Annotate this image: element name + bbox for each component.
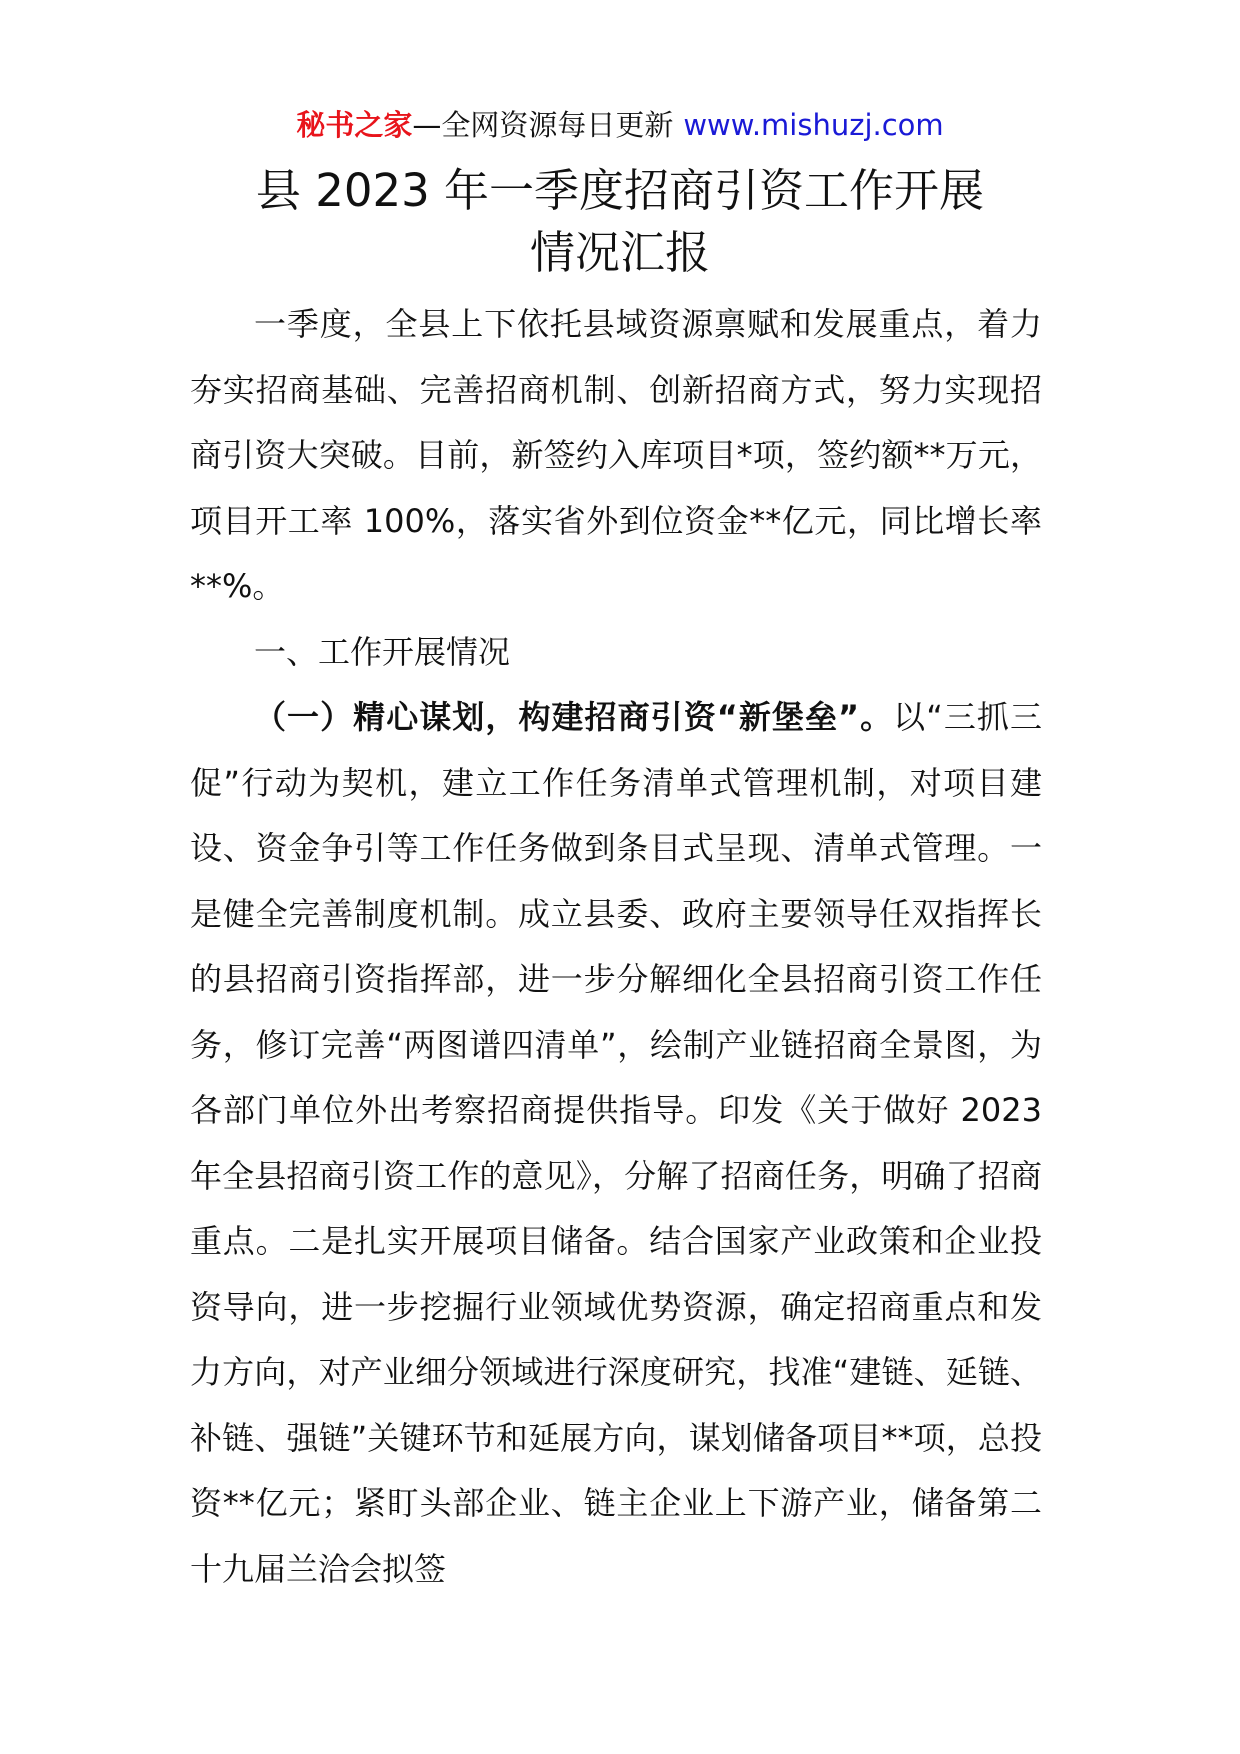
subsection-paragraph xyxy=(190,685,1042,1602)
subsection-heading: （一）精心谋划，构建招商引资“新堡垒”。 xyxy=(254,698,894,736)
section-heading-text: 一、工作开展情况 xyxy=(254,632,511,671)
brand-name: 秘书之家 xyxy=(296,108,413,142)
intro-text: 一季度，全县上下依托县域资源禀赋和发展重点，着力夯实招商基础、完善招商机制、创新招商方式，努力实现招商引资大突破。目前，新签约入库项目*项，签约额**万元，项目开工率 100%，落实省外到位资金**亿元，同比增长率**%。 xyxy=(190,305,1042,605)
site-url[interactable]: www.mishuzj.com xyxy=(683,108,944,142)
document-body xyxy=(190,292,1042,1602)
site-header xyxy=(0,100,1240,150)
subsection-text: 以“三抓三促”行动为契机，建立工作任务清单式管理机制，对项目建设、资金争引等工作任务做到条目式呈现、清单式管理。一是健全完善制度机制。成立县委、政府主要领导任双指挥长的县招商引资指挥部，进一步分解细化全县招商引资工作任务，修订完善“两图谱四清单”，绘制产业链招商全景图，为各部门单位外出考察招商提供指导。印发《关于做好 2023 年全县招商引资工作的意见》，分解了招商任务，明确了招商重点。二是扎实开展项目储备。结合国家产业政策和企业投资导向，进一步挖掘行业领域优势资源，确定招商重点和发力方向，对产业细分领域进行深度研究，找准“建链、延链、补链、强链”关键环节和延展方向，谋划储备项目**项，总投资**亿元；紧盯头部企业、链主企业上下游产业，储备第二十九届兰洽会拟签 xyxy=(190,698,1042,1588)
document-title xyxy=(0,160,1240,284)
intro-paragraph xyxy=(190,292,1042,620)
title-line-2: 情况汇报 xyxy=(529,226,710,279)
section-heading xyxy=(190,620,1042,686)
header-slogan: —全网资源每日更新 xyxy=(412,108,674,142)
title-line-1: 县 2023 年一季度招商引资工作开展 xyxy=(255,164,985,217)
